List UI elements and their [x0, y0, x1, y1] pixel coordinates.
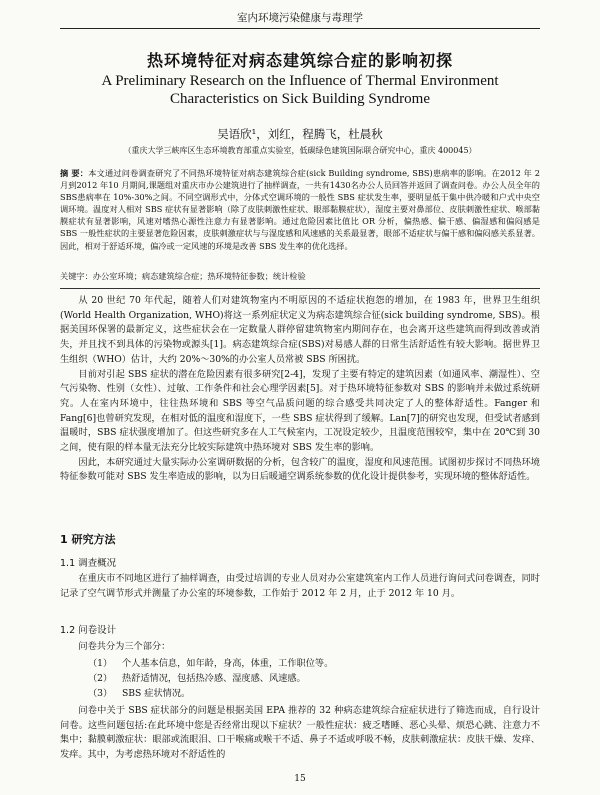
abstract — [60, 167, 540, 252]
abstract-label: 摘 要： — [60, 168, 89, 178]
list-item-number: （3） — [88, 688, 113, 699]
running-head: 室内环境污染健康与毒理学 — [237, 12, 363, 24]
list-item-number: （1） — [88, 658, 113, 669]
list-item-number: （2） — [88, 673, 113, 684]
paragraph: 问卷共分为三个部分： — [78, 641, 171, 652]
keywords-text: 办公室环境；病态建筑综合症；热环境特征参数；统计检验 — [92, 271, 306, 281]
list-item-text: 个人基本信息，如年龄，身高，体重，工作职位等。 — [122, 658, 334, 669]
list-item — [88, 686, 333, 701]
list-item — [88, 671, 333, 686]
intro-paragraph: 因此，本研究通过大量实际办公室调研数据的分析，包含较广的温度，湿度和风速范围。试图初步探讨不同热环境特征参数可能对 SBS 发生率造成的影响，以为日后暖通空调系统参数的优化设计提供参考，实现环境的整体舒适性。 — [60, 456, 540, 483]
subsection-1-2-heading: 1.2 问卷设计 — [60, 625, 117, 636]
title-english: A Preliminary Research on the Influence of Thermal Environment Characteristics on Sick Building Syndrome — [101, 73, 499, 107]
intro-paragraph: 从 20 世纪 70 年代起，随着人们对建筑物室内不明原因的不适症状抱怨的增加，在 1983 年，世界卫生组织(World Health Organization, WHO)将这一系列症状定义为病态建筑综合征(sick building syndrome, SBS)。根据美国环保署的最新定义，这些症状会在一定数量人群停留建筑物室内期间存在，也会离开这些建筑而得到改善或消失，并且找不到具体的污染物或源头[1]。病态建筑综合症(SBS)对易感人群的日常生活舒适性有较大影响。据世界卫生组织（WHO）估计，大约 20%～30%的办公室人员常被 SBS 所困扰。 — [60, 295, 540, 365]
page-number: 15 — [294, 774, 306, 784]
title-chinese: 热环境特征对病态建筑综合症的影响初探 — [146, 51, 453, 70]
list-item — [88, 656, 333, 671]
subsection-1-1-body — [60, 572, 540, 601]
paragraph: 在重庆市不同地区进行了抽样调查，由受过培训的专业人员对办公室建筑室内工作人员进行询问式问卷调查，同时记录了空气调节形式并测量了办公室的环境参数，工作始于 2012 年 2 月，止于 2012 年 10 月。 — [60, 573, 540, 599]
keywords-rule — [60, 288, 540, 289]
affiliation: （重庆大学三峡库区生态环境教育部重点实验室，低碳绿色建筑国际联合研究中心，重庆 400045） — [123, 146, 477, 155]
section-1-heading: 1 研究方法 — [60, 533, 116, 546]
questionnaire-parts-list — [88, 656, 333, 701]
subsection-1-1-heading: 1.1 调查概况 — [60, 558, 117, 569]
subsection-1-2-intro — [60, 640, 540, 655]
intro-paragraph: 目前对引起 SBS 症状的潜在危险因素有很多研究[2-4]，发现了主要有特定的建筑因素（如通风率、潮湿性）、空气污染物、性别（女性）、过敏、工作条件和社会心理学因素[5]。对于热环境特征参数对 SBS 的影响并未做过系统研究。人在室内环境中，往往热环境和 SBS 等空气品质问题的综合感受共同决定了人的整体舒适性。Fanger 和 Fang[6]也曾研究发现，在相对低的温度和湿度下，一些 SBS 症状得到了缓解。Lan[7]的研究也发现，但受试者感到温暖时，SBS 症状强度增加了。但这些研究多在人工气候室内，工况设定较少，且温度范围较窄，集中在 20℃到 30 之间，使有限的样本量无法充分比较实际建筑中热环境对 SBS 发生率的影响。 — [60, 368, 540, 454]
list-item-text: 热舒适情况，包括热冷感、湿度感、风速感。 — [122, 673, 306, 684]
subsection-1-2-body — [60, 704, 540, 763]
paragraph: 问卷中关于 SBS 症状部分的问题是根据美国 EPA 推荐的 32 种病态建筑综合症症状进行了筛选而成，自行设计问卷。这些问题包括:在此环境中您是否经常出现以下症状？一般性症状：疲乏嗜睡、恶心头晕、烦恐心跳、注意力不集中；黏膜刺激症状：眼部或流眼泪、口干喉痛或喉干不适、鼻子不适或呼吸不畅，皮肤刺激症状：皮肤干燥、发痒、发痒。其中，为考虑热环境对不舒适性的 — [60, 705, 540, 761]
authors: 吴语欣¹，刘红，程腾飞，杜晨秋 — [217, 127, 383, 141]
header-rule — [60, 28, 540, 29]
keywords — [60, 271, 540, 282]
abstract-text: 本文通过问卷调查研究了不同热环境特征对病态建筑综合症(sick Building syndrome, SBS)患病率的影响。在2012 年 2 月到2012 年10 月期间,课题组对重庆市办公建筑进行了抽样调查，一共有1430名办公人员回答并返回了调查问卷。办公人员全年的SBS患病率在 10%-30%之间。不同空调形式中，分体式空调环境的一般性 SBS 症状发生率，要明显低于集中供冷暖和户式中央空调环境。温度对人相对 SBS 症状有显著影响（除了皮肤刺激性症状、眼部黏膜症状），湿度主要对鼻部位、皮肤刺激性症状、喉部黏膜症状有显著影响，风速对嗜热心源性注意力有显著影响。通过危险因素比值比 OR 分析，偏热感、偏干感、偏湿感和偏闷感是 SBS 一般性症状的主要显著危险因素，皮肤刺激症状与与湿度感和风速感的关系最显著，眼部不适症状与偏干感和偏闷感关系显著。因此，相对于舒适环境，偏冷或一定风速的环境是改善 SBS 发生率的优化选择。 — [60, 168, 540, 251]
keywords-label: 关键字： — [60, 271, 93, 281]
introduction — [60, 294, 540, 485]
list-item-text: SBS 症状情况。 — [122, 688, 191, 699]
